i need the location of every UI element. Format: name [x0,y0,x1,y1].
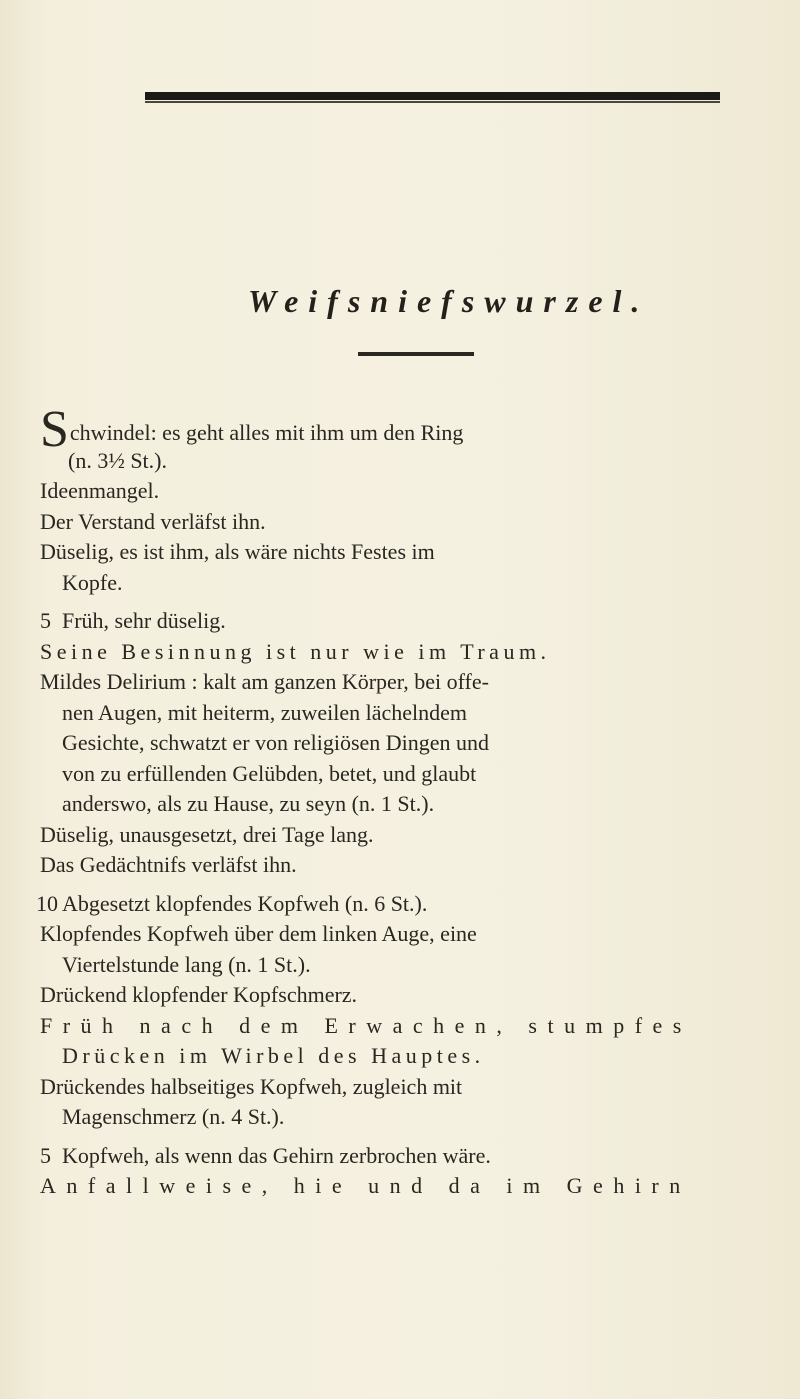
line-15: Das Gedächtnifs verläfst ihn. [40,852,297,877]
text-line [40,446,785,477]
line-6: Kopfe. [62,569,123,595]
text-line [40,568,785,599]
text-line [40,1072,785,1103]
line-3: Ideenmangel. [40,478,160,503]
title-rule [358,352,474,356]
text-line [40,637,785,668]
text-line [40,728,785,759]
line-number: 5 [40,608,51,633]
text-line [40,919,785,950]
line-10: nen Augen, mit heiterm, zuweilen lächelndem [62,699,468,725]
body-text [36,401,785,1202]
text-line [40,1171,785,1202]
line-23: Magenschmerz (n. 4 St.). [62,1104,285,1129]
text-line [40,789,785,820]
text-line [36,889,785,920]
text-line [40,1011,785,1042]
text-line [40,606,785,637]
page-title: Weifsniefswurzel. [248,283,650,319]
text-line [40,537,785,568]
line-14: Düselig, unausgesetzt, drei Tage lang. [40,821,374,847]
text-line [40,850,785,881]
text-line [40,1141,785,1172]
text-line [40,980,785,1011]
text-line [40,698,785,729]
line-11: Gesichte, schwatzt er von religiösen Dingen und [62,730,490,755]
text-line [40,759,785,790]
text-line [40,820,785,851]
drop-cap: S [40,401,69,458]
text-line [40,507,785,538]
line-20: Früh nach dem Erwachen, stumpfes [40,1012,692,1038]
line-25: Anfallweise, hie und da im Gehirn [40,1173,691,1198]
text-line [40,476,785,507]
text-line [40,401,785,458]
line-21: Drücken im Wirbel des Hauptes. [62,1043,485,1068]
line-8: Seine Besinnung ist nur wie im Traum. [40,638,551,664]
text-line [40,1041,785,1072]
line-24: Kopfweh, als wenn das Gehirn zerbrochen wäre. [62,1142,491,1168]
line-22: Drückendes halbseitiges Kopfweh, zugleich mit [40,1073,463,1099]
text-line [40,950,785,981]
header-rule-thin [145,101,720,103]
line-16: Abgesetzt klopfendes Kopfweh (n. 6 St.). [62,890,428,916]
line-5: Düselig, es ist ihm, als wäre nichts Festes im [40,539,435,564]
line-9: Mildes Delirium : kalt am ganzen Körper, bei offe- [40,669,489,694]
header-rule [145,92,720,100]
line-12: von zu erfüllenden Gelübden, betet, und glaubt [62,760,477,786]
line-7: Früh, sehr düselig. [62,608,226,633]
line-19: Drückend klopfender Kopfschmerz. [40,982,358,1007]
line-18: Viertelstunde lang (n. 1 St.). [62,951,311,977]
text-line [40,667,785,698]
line-1: chwindel: es geht alles mit ihm um den Ring [69,420,464,445]
line-13: anderswo, als zu Hause, zu seyn (n. 1 St.). [62,791,435,816]
line-2: (n. 3½ St.). [68,447,167,473]
text-line [40,1102,785,1133]
line-number: 10 [36,890,58,916]
line-4: Der Verstand verläfst ihn. [40,508,266,534]
line-number: 5 [40,1142,51,1168]
line-17: Klopfendes Kopfweh über dem linken Auge, eine [40,921,477,946]
